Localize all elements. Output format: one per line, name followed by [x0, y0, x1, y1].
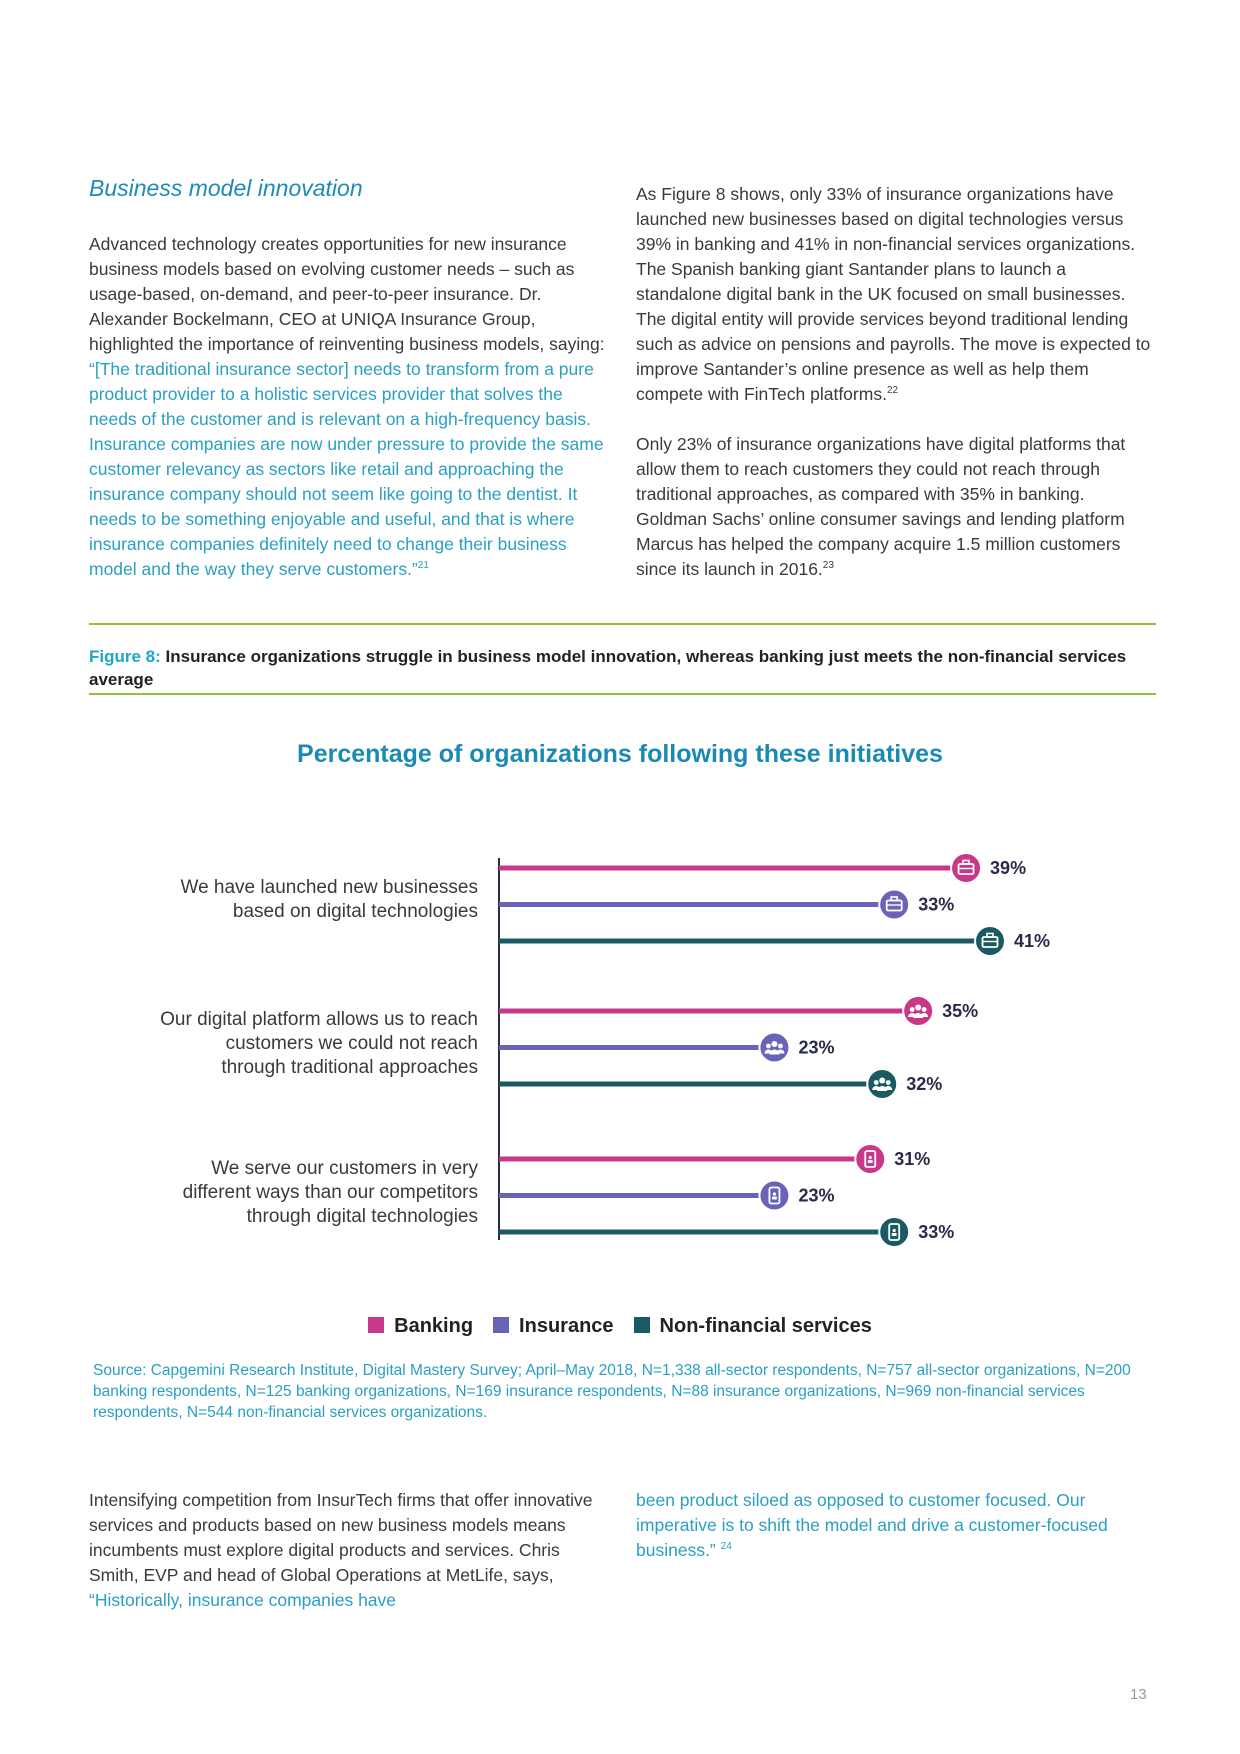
data-label: 23%: [798, 1037, 835, 1058]
chart-legend: [0, 1315, 1240, 1338]
mobile-person-body: [868, 1160, 873, 1163]
legend-swatch: [368, 1317, 384, 1333]
legend-item: [368, 1315, 473, 1338]
mobile-person-body: [892, 1233, 897, 1236]
mobile-person-body: [772, 1197, 777, 1200]
bottom-right-paragraph: [636, 1488, 1156, 1563]
bottom-left-column: [89, 1488, 609, 1613]
legend-label: Non-financial services: [659, 1315, 872, 1337]
mobile-person-head: [773, 1192, 776, 1195]
legend-item: [493, 1315, 613, 1338]
data-label: 33%: [918, 1222, 955, 1242]
data-label: 35%: [942, 1001, 979, 1021]
footnote-ref: 24: [720, 1541, 732, 1553]
category-label: We have launched new businesses based on digital technologies: [180, 877, 478, 922]
footnote-ref: 23: [822, 560, 834, 572]
legend-label: Banking: [394, 1315, 474, 1337]
data-label: 23%: [798, 1185, 835, 1206]
page-number: 13: [1130, 1686, 1147, 1703]
group-head-left: [766, 1044, 771, 1049]
mobile-person-head: [893, 1229, 896, 1232]
figure-caption-text: Insurance organizations struggle in business model innovation, whereas banking just meets the non-financial services average: [89, 647, 1127, 689]
data-label: 32%: [906, 1074, 943, 1094]
smith-quote-end: been product siloed as opposed to customer focused. Our imperative is to shift the model and drive a customer-focused business.”: [636, 1490, 1108, 1560]
legend-label: Insurance: [519, 1315, 614, 1337]
right-paragraph-2-text: Only 23% of insurance organizations have digital platforms that allow them to reach customers they could not reach through traditional approaches, as compared with 35% in banking. Goldman Sachs’ online consumer savings and lending platform Marcus has helped the company acquire 1.5 million customers since its launch in 2016.: [636, 434, 1126, 579]
bockelmann-quote: “[The traditional insurance sector] needs to transform from a pure product provider to a holistic services provider that solves the needs of the customer and is relevant on a high-frequency basis. Insurance companies are now under pressure to provide the same customer relevancy as sectors like retail and approaching the insurance company should not seem like going to the dentist. It needs to be something enjoyable and useful, and that is where insurance companies definitely need to change their business model and the way they serve customers.”: [89, 359, 604, 579]
data-label: 31%: [894, 1149, 931, 1169]
chart-title: Percentage of organizations following these initiatives: [297, 740, 943, 768]
group-head-left: [910, 1007, 915, 1012]
legend-swatch: [493, 1317, 509, 1333]
category-label: Our digital platform allows us to reach customers we could not reach through traditional approaches: [160, 1009, 478, 1078]
group-head-left: [874, 1080, 879, 1085]
mobile-person-head: [869, 1156, 872, 1159]
group-head-center: [879, 1078, 885, 1084]
right-paragraph-1-text: As Figure 8 shows, only 33% of insurance organizations have launched new businesses based on digital technologies versus 39% in banking and 41% in non-financial services organizations. The Spanish banking giant Santander plans to launch a standalone digital bank in the UK focused on small businesses. The digital entity will provide services beyond traditional lending such as advice on pensions and payrolls. The move is expected to improve Santander’s online presence as well as help them compete with FinTech platforms.: [636, 184, 1151, 404]
legend-item: [634, 1315, 872, 1338]
bar-end-marker: [903, 996, 933, 1026]
smith-quote-start: “Historically, insurance companies have: [89, 1590, 397, 1610]
group-head-right: [778, 1044, 783, 1049]
footnote-ref: 21: [417, 560, 429, 572]
group-head-right: [886, 1080, 891, 1085]
data-label: 33%: [918, 894, 955, 915]
bottom-left-text: Intensifying competition from InsurTech firms that offer innovative services and products based on new business models means incumbents must explore digital products and services. Chris Smith, EVP and head of Global Operations at MetLife, says,: [89, 1490, 593, 1585]
group-head-center: [915, 1005, 921, 1011]
left-intro-text: Advanced technology creates opportunities for new insurance business models based on evolving customer needs – such as usage-based, on-demand, and peer-to-peer insurance. Dr. Alexander Bockelmann, CEO at UNIQA Insurance Group, highlighted the importance of reinventing business models, saying:: [89, 234, 605, 354]
group-head-right: [922, 1007, 927, 1012]
category-label: We serve our customers in very different ways than our competitors through digital technologies: [182, 1158, 478, 1227]
figure-label: Figure 8:: [89, 647, 161, 666]
bottom-left-paragraph: [89, 1488, 609, 1613]
section-title: Business model innovation: [89, 175, 363, 201]
bar-end-marker: [759, 1033, 789, 1063]
data-label: 41%: [1014, 931, 1051, 951]
footnote-ref: 22: [886, 385, 899, 397]
source-note: Source: Capgemini Research Institute, Digital Mastery Survey; April–May 2018, N=1,338 all-sector respondents, N=757 all-sector organizations, N=200 banking respondents, N=125 banking organizations, N=169 insurance respondents, N=88 insurance organizations, N=969 non-financial services respondents, N=544 non-financial services organizations.: [93, 1362, 1131, 1421]
bottom-right-column: [636, 1488, 1156, 1563]
bar-end-marker: [867, 1069, 897, 1099]
group-head-center: [771, 1041, 777, 1047]
legend-swatch: [634, 1317, 650, 1333]
data-label: 39%: [990, 858, 1027, 878]
